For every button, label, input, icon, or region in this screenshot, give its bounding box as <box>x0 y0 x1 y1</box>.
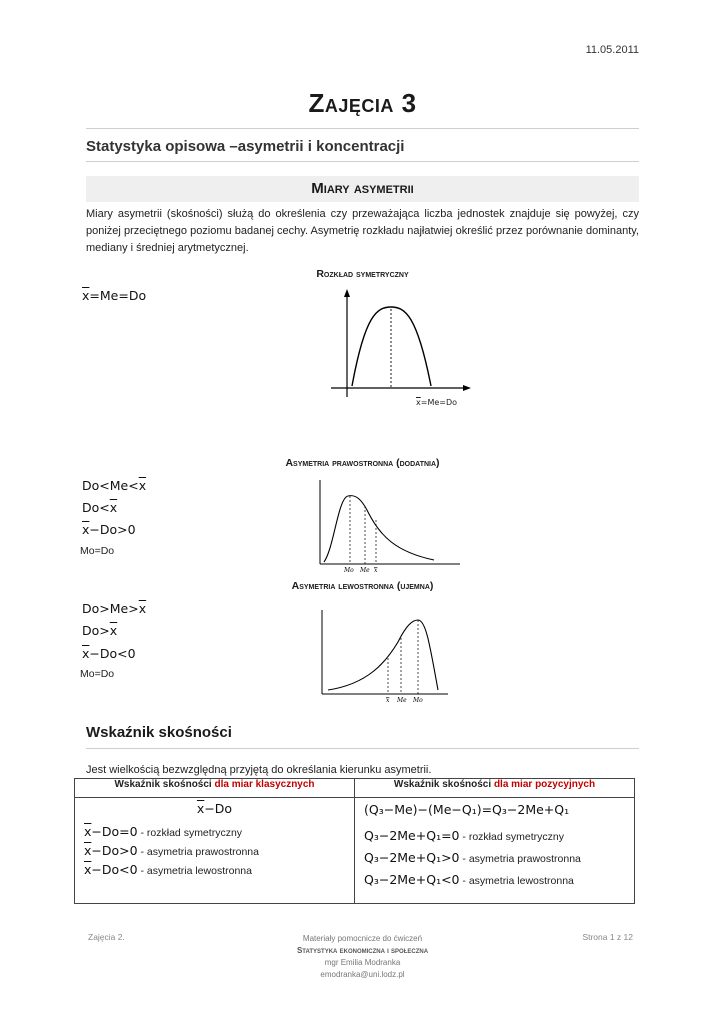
table-cell-classic <box>75 798 355 904</box>
divider <box>86 161 639 162</box>
page-date: 11.05.2011 <box>585 44 639 56</box>
section-paragraph: Miary asymetrii (skośności) służą do określenia czy przeważająca liczba jednostek znajduje się powyżej, czy poniżej przeciętnego poziomu badanej cechy. Asymetrię rozkładu najłatwiej określić przez porównanie dominanty, mediany i średniej arytmetycznej. <box>86 208 639 254</box>
graph-label: x <box>374 567 378 574</box>
note-right: Mo=Do <box>80 545 115 557</box>
formula-left-3: $\overline{x}-Do<0$ <box>82 646 136 661</box>
formula-left-2: $Do>\overline{x}$ <box>82 623 118 638</box>
positional-row: Q₃−2Me+Q₁=0 - rozkład symetryczny <box>364 828 564 843</box>
table-header-classic: Wskaźnik skośności dla miar klasycznych <box>75 779 355 798</box>
symmetric-axis-label: $\overline{x}=Me=Do$ <box>416 398 458 407</box>
classic-main-formula: $\overline{x}-Do$ <box>196 801 233 816</box>
graph-label: x <box>386 697 390 704</box>
classic-row: $\overline{x}-Do<0$ - asymetria lewostronna <box>84 862 252 877</box>
x-axis-arrow <box>463 385 471 391</box>
formula-right-3: $\overline{x}-Do>0$ <box>82 522 136 537</box>
table-header-positional: Wskaźnik skośności dla miar pozycyjnych <box>355 779 635 798</box>
skewness-intro: Jest wielkością bezwzględną przyjętą do określania kierunku asymetrii. <box>86 764 432 776</box>
table-cell-positional <box>355 798 635 904</box>
symmetric-graph <box>315 285 485 415</box>
left-skew-graph <box>312 606 452 706</box>
y-axis-arrow <box>344 289 350 297</box>
left-skew-curve <box>328 620 438 690</box>
right-skew-curve <box>324 496 434 562</box>
caption-symmetric: Rozkład symetryczny <box>316 268 409 280</box>
graph-label: Mo <box>344 567 354 574</box>
formula-left-1: $Do>Me>\overline{x}$ <box>82 601 147 616</box>
graph-label: Me <box>360 567 370 574</box>
right-skew-graph <box>310 478 470 574</box>
footer-email: emodranka@uni.lodz.pl <box>320 970 405 979</box>
x-bar: $\overline{x}$ <box>82 288 90 303</box>
page-title: Zajęcia 3 <box>308 88 417 118</box>
footer-line-1: Materiały pomocnicze do ćwiczeń <box>302 934 423 943</box>
section-heading-skewness: Wskaźnik skośności <box>86 724 232 741</box>
formula-symmetric <box>82 288 146 303</box>
divider <box>86 748 639 749</box>
caption-left-skew: Asymetria lewostronna (ujemna) <box>291 580 434 592</box>
footer-line-3: mgr Emilia Modranka <box>324 958 401 967</box>
caption-right-skew: Asymetria prawostronna (dodatnia) <box>285 457 440 469</box>
classic-row: $\overline{x}-Do=0$ - rozkład symetryczny <box>84 824 243 839</box>
positional-row: Q₃−2Me+Q₁>0 - asymetria prawostronna <box>364 850 581 865</box>
graph-label: Mo <box>413 697 423 704</box>
skewness-table <box>74 778 635 904</box>
section-heading-asymmetry: Miary asymetrii <box>311 180 414 197</box>
note-left: Mo=Do <box>80 668 115 680</box>
positional-main-formula: (Q₃−Me)−(Me−Q₁)=Q₃−2Me+Q₁ <box>364 802 570 817</box>
formula-right-1: $Do<Me<\overline{x}$ <box>82 478 147 493</box>
symmetric-curve <box>352 307 431 386</box>
classic-row: $\overline{x}-Do>0$ - asymetria prawostronna <box>84 843 259 858</box>
footer-page-number: Strona 1 z 12 <box>582 932 633 942</box>
formula-rest: =Me=Do <box>89 288 147 303</box>
graph-label: Me <box>397 697 407 704</box>
positional-row: Q₃−2Me+Q₁<0 - asymetria lewostronna <box>364 872 574 887</box>
subtitle: Statystyka opisowa –asymetrii i koncentracji <box>86 138 405 155</box>
footer-left: Zajęcia 2. <box>88 932 125 942</box>
footer-line-2: Statystyka ekonomiczna i społeczna <box>296 946 429 955</box>
formula-right-2: $Do<\overline{x}$ <box>82 500 118 515</box>
divider <box>86 128 639 129</box>
